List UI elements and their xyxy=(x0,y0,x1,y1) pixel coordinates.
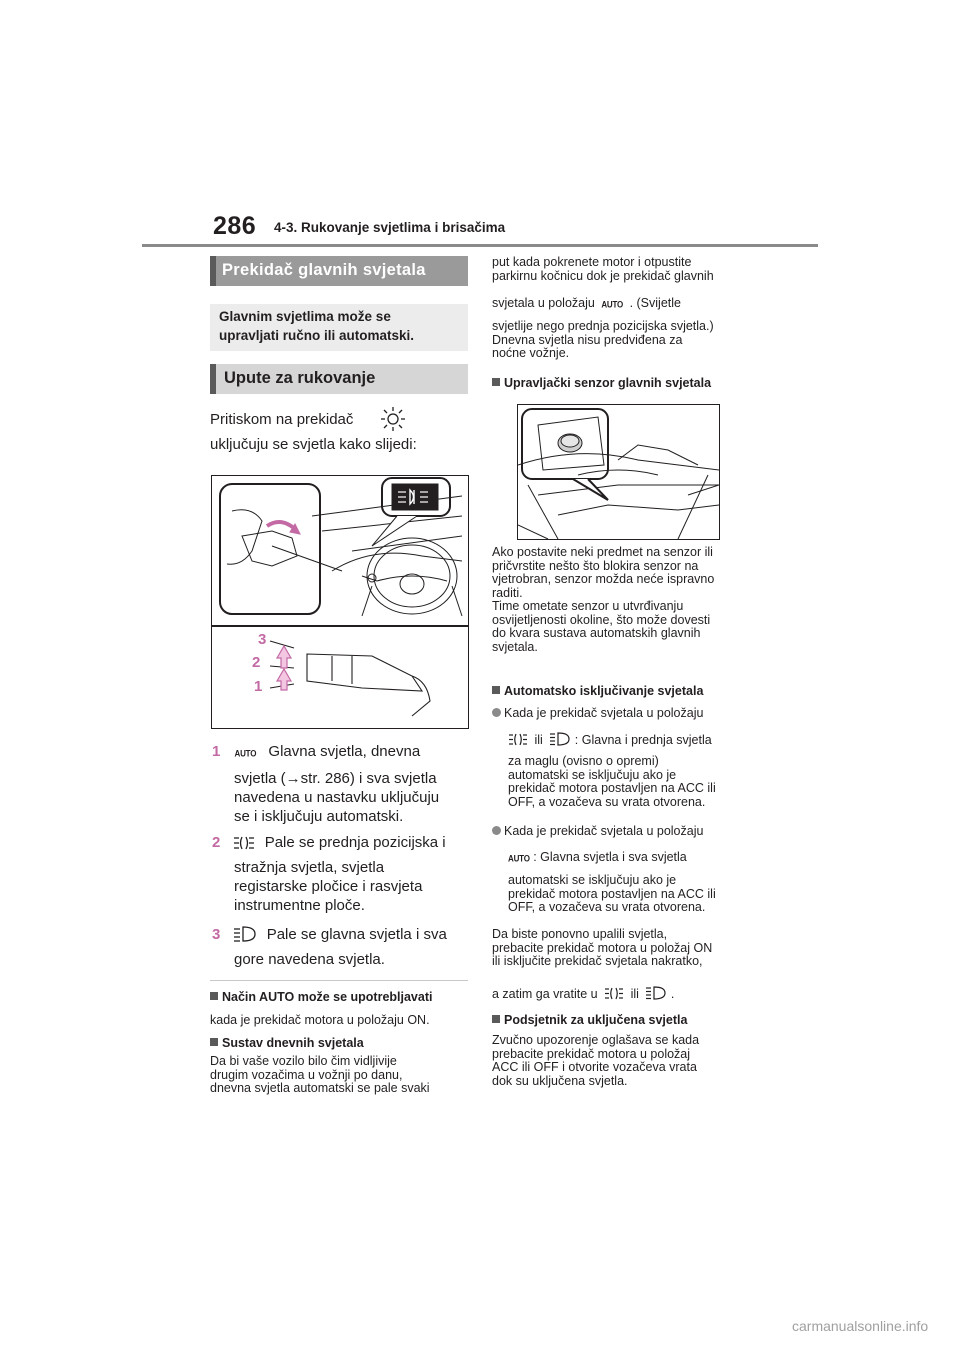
item-number: 1 xyxy=(212,743,221,760)
section-title: 4-3. Rukovanje svjetlima i brisačima xyxy=(274,220,506,235)
auto-off-title-text: Automatsko isključivanje svjetala xyxy=(504,684,704,698)
tail-light-icon xyxy=(508,733,528,746)
text-fragment: : Glavna svjetla i sva svjetla xyxy=(533,850,687,864)
text-line: automatski se isključuju ako je xyxy=(508,767,677,782)
item-text: stražnja svjetla, svjetla xyxy=(234,859,385,876)
item-text: svjetla (→str. 286) i sva svjetla xyxy=(234,770,437,787)
heading-headlight-switch: Prekidač glavnih svjetala xyxy=(210,256,468,286)
auto-icon: AUTO xyxy=(508,853,530,864)
light-switch-icon xyxy=(378,405,408,433)
text-line: za maglu (ovisno o opremi) xyxy=(508,754,659,768)
square-bullet-icon xyxy=(210,992,218,1000)
item-text: se i isključuju automatski. xyxy=(234,808,404,825)
bullet-1-icons-line xyxy=(508,732,712,748)
page-number: 286 xyxy=(213,212,257,240)
tail-light-icon xyxy=(233,836,255,850)
text-line: Ako postavite neki predmet na senzor ili xyxy=(492,545,713,559)
text-line: ACC ili OFF i otvorite vozačeva vrata xyxy=(492,1060,697,1074)
text-line: OFF, a vozačeva su vrata otvorena. xyxy=(508,900,706,914)
text-fragment: ili xyxy=(630,987,639,1001)
text-fragment: a zatim ga vratite u xyxy=(492,987,598,1001)
drl-auto-line xyxy=(492,297,681,312)
tail-light-icon xyxy=(604,987,624,1000)
drl-continued-2 xyxy=(492,320,714,361)
text-line: parkirnu kočnicu dok je prekidač glavnih xyxy=(492,268,714,283)
text-line: svjetlije nego prednja pozicijska svjetla.) xyxy=(492,319,714,333)
item-text: instrumentne ploče. xyxy=(234,897,365,914)
text-line: Time ometate senzor u utvrđivanju xyxy=(492,599,684,613)
round-bullet-icon xyxy=(492,708,501,717)
text-fragment: Kada je prekidač svjetala u položaju xyxy=(504,706,704,720)
text-fragment: ili xyxy=(534,733,543,747)
reminder-title-text: Podsjetnik za uključena svjetla xyxy=(504,1013,688,1027)
figure-label-2: 2 xyxy=(252,654,261,671)
item-3 xyxy=(212,925,468,969)
square-bullet-icon xyxy=(492,686,500,694)
intro-line: Glavnim svjetlima može se xyxy=(219,309,391,324)
auto-off-title xyxy=(492,684,703,698)
text-line: OFF, a vozačeva su vrata otvorena. xyxy=(508,794,706,809)
text-fragment: . xyxy=(670,987,675,1001)
figure-label-1: 1 xyxy=(254,678,263,695)
item-text: Pale se prednja pozicijska i xyxy=(264,834,446,851)
text-fragment: . (Svijetle xyxy=(629,296,681,310)
item-number: 2 xyxy=(212,834,221,851)
item-text: gore navedena svjetla. xyxy=(234,951,385,968)
dashboard-illustration xyxy=(212,476,468,728)
relight-text xyxy=(492,928,712,969)
item-1 xyxy=(212,742,468,826)
bullet-1 xyxy=(492,707,703,721)
headlight-switch-figure xyxy=(211,475,469,729)
auto-mode-text: kada je prekidač motora u položaju ON. xyxy=(210,1013,430,1027)
headlight-icon xyxy=(233,926,257,942)
sensor-figure xyxy=(517,404,720,540)
auto-mode-title-text: Način AUTO može se upotrebljavati xyxy=(222,990,433,1004)
windshield-sensor-illustration xyxy=(518,405,719,539)
text-line: prebacite prekidač motora u položaj xyxy=(492,1046,691,1061)
auto-icon: AUTO xyxy=(601,299,624,310)
text-line: Da bi vaše vozilo bilo čim vidljivije xyxy=(210,1054,397,1068)
square-bullet-icon xyxy=(210,1038,218,1046)
auto-mode-title xyxy=(210,990,432,1004)
text-line: dok su uključena svjetla. xyxy=(492,1073,628,1088)
bullet-1-text xyxy=(508,755,716,809)
reminder-title xyxy=(492,1013,687,1027)
text-line: raditi. xyxy=(492,585,523,600)
drl-title xyxy=(210,1036,364,1050)
sensor-text xyxy=(492,546,714,654)
text-line: put kada pokrenete motor i otpustite xyxy=(492,255,692,269)
text-line: prebacite prekidač motora u položaj ON xyxy=(492,940,713,955)
item-text: Glavna svjetla, dnevna xyxy=(268,743,421,760)
text-line: ili isključite prekidač svjetala nakratko, xyxy=(492,954,703,968)
sensor-title xyxy=(492,376,711,390)
bullet-2-text xyxy=(508,874,716,915)
text-line: osvijetljenosti okoline, što može dovesti xyxy=(492,612,711,627)
drl-continued xyxy=(492,256,714,283)
text-fragment: : Glavna i prednja svjetla xyxy=(574,733,712,747)
text-line: Zvučno upozorenje oglašava se kada xyxy=(492,1033,700,1047)
text-fragment: Kada je prekidač svjetala u položaju xyxy=(504,824,704,838)
item-2 xyxy=(212,833,468,915)
text-line: noćne vožnje. xyxy=(492,346,570,360)
figure-label-3: 3 xyxy=(258,631,267,648)
auto-icon: AUTO xyxy=(234,748,257,759)
item-text: registarske pločice i rasvjeta xyxy=(234,878,423,895)
text-fragment: svjetala u položaju xyxy=(492,296,595,310)
intro-box xyxy=(210,304,468,351)
text-line: automatski se isključuju ako je xyxy=(508,873,677,887)
item-text: Pale se glavna svjetla i sva xyxy=(266,926,447,943)
text-line: Dnevna svjetla nisu predviđena za xyxy=(492,332,683,347)
round-bullet-icon xyxy=(492,826,501,835)
divider xyxy=(210,980,468,981)
watermark: carmanualsonline.info xyxy=(792,1318,929,1334)
item-number: 3 xyxy=(212,926,221,943)
headlight-icon xyxy=(549,732,571,746)
intro-line: upravljati ručno ili automatski. xyxy=(219,328,415,343)
bullet-2 xyxy=(492,825,703,839)
heading-operating-instructions: Upute za rukovanje xyxy=(210,364,468,394)
text-line: prekidač motora postavljen na ACC ili xyxy=(508,781,716,795)
press-line-1 xyxy=(210,410,353,429)
headlight-icon xyxy=(645,986,667,1000)
text-line: vjetrobran, senzor možda neće ispravno xyxy=(492,572,715,586)
sensor-title-text: Upravljački senzor glavnih svjetala xyxy=(504,376,712,390)
drl-text xyxy=(210,1055,430,1096)
bullet-2-icon-line xyxy=(508,851,687,866)
header-rule xyxy=(142,244,818,247)
text-line: prekidač motora postavljen na ACC ili xyxy=(508,886,716,901)
text-line: svjetala. xyxy=(492,639,538,654)
press-text: Pritiskom na prekidač xyxy=(210,411,354,428)
drl-title-text: Sustav dnevnih svjetala xyxy=(222,1036,364,1050)
item-text: navedena u nastavku uključuju xyxy=(234,789,440,806)
text-line: dnevna svjetla automatski se pale svaki xyxy=(210,1081,430,1095)
press-line-2: uključuju se svjetla kako slijedi: xyxy=(210,436,417,453)
square-bullet-icon xyxy=(492,378,500,386)
text-line: do kvara sustava automatskih glavnih xyxy=(492,626,701,640)
text-line: drugim vozačima u vožnji po danu, xyxy=(210,1067,403,1082)
text-line: Da biste ponovno upalili svjetla, xyxy=(492,927,668,941)
square-bullet-icon xyxy=(492,1015,500,1023)
relight-last-line xyxy=(492,986,674,1002)
reminder-text xyxy=(492,1034,699,1088)
text-line: pričvrstite nešto što blokira senzor na xyxy=(492,558,699,573)
